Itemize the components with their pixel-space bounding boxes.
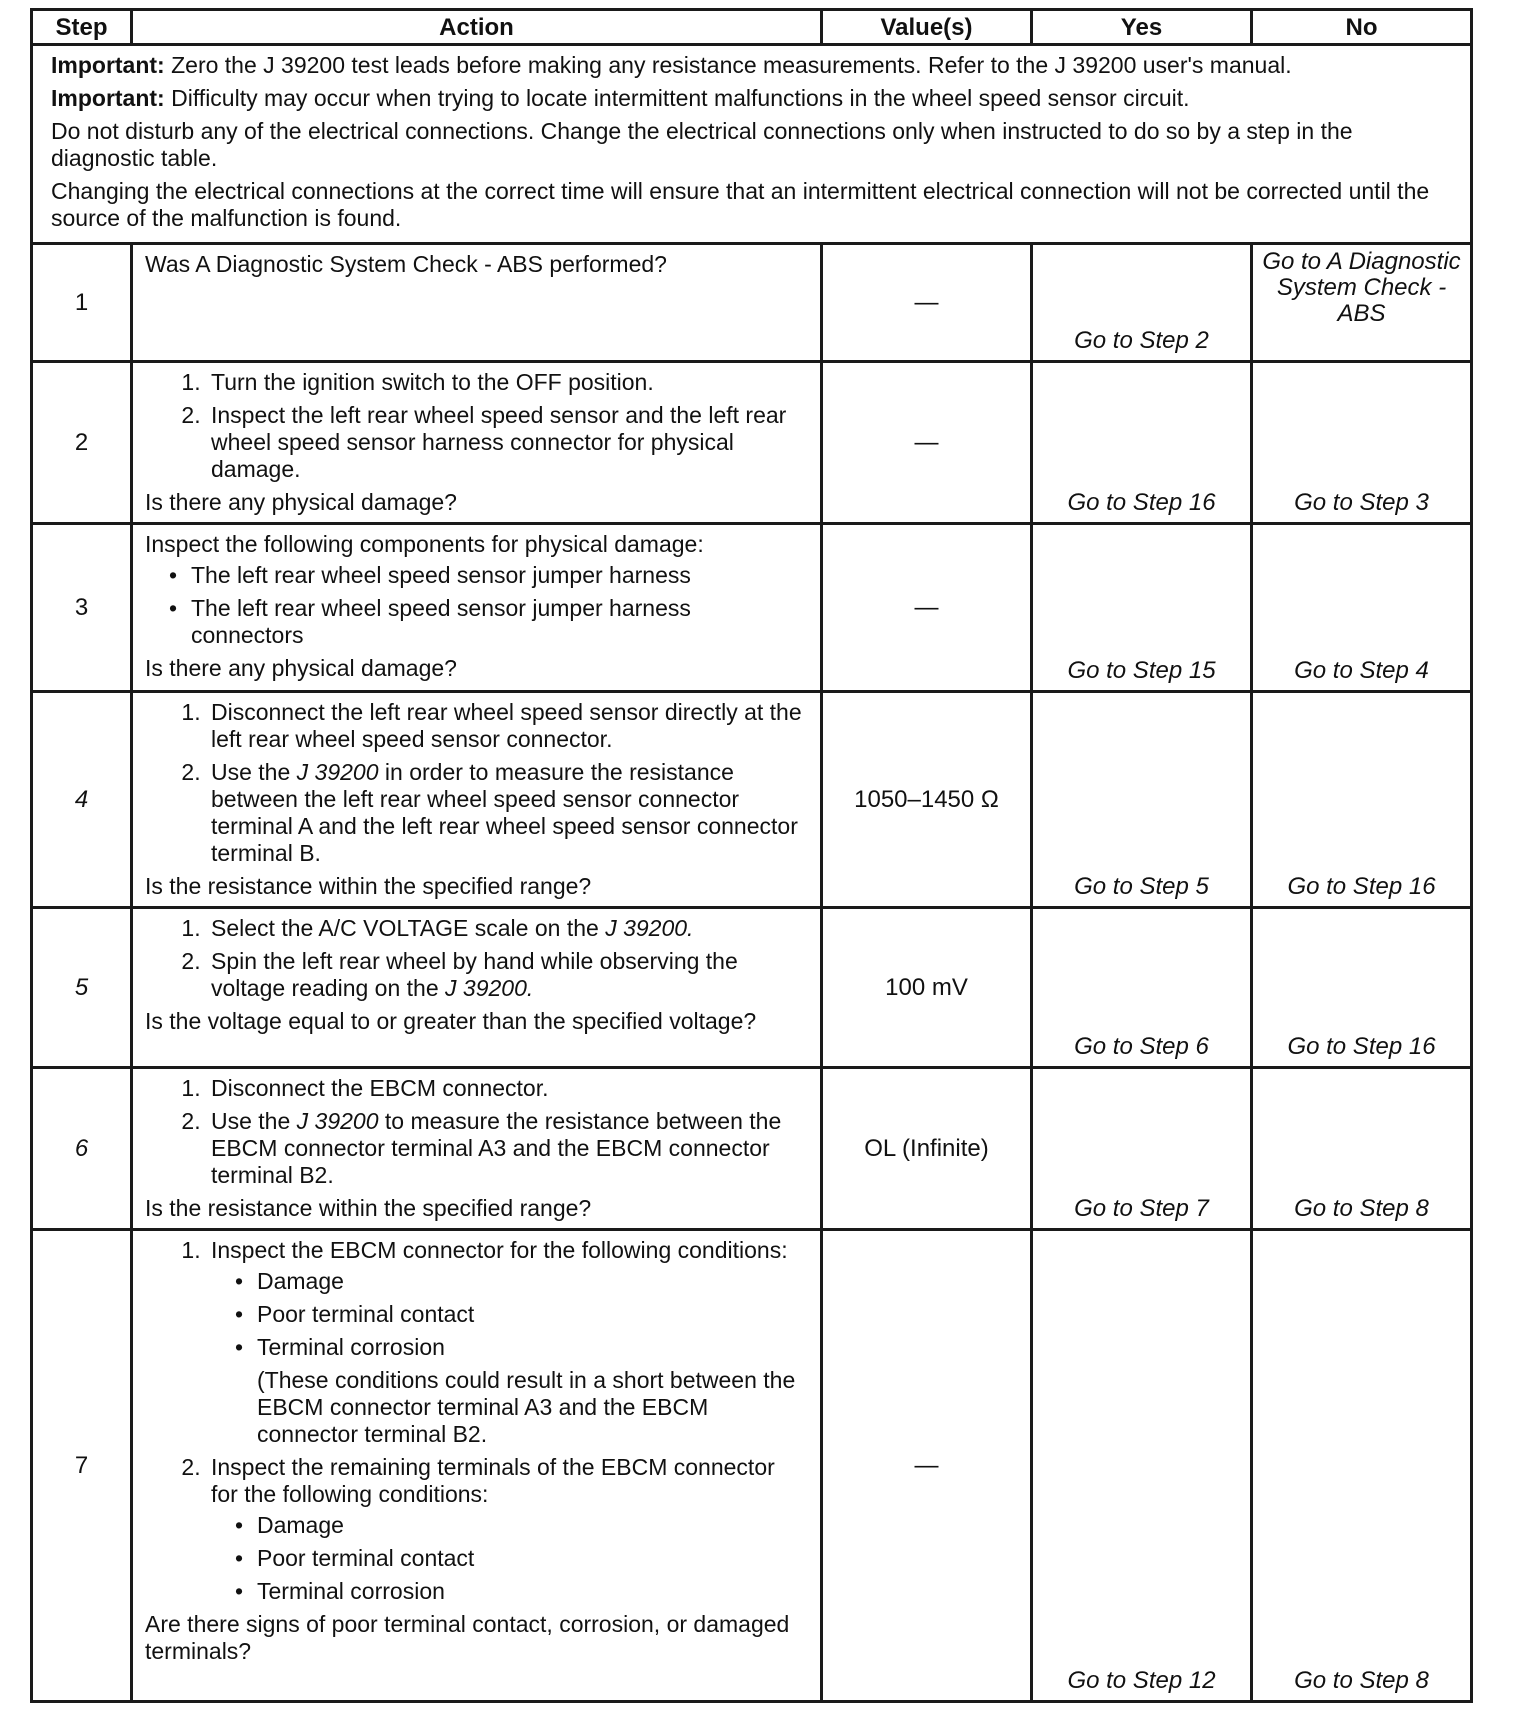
step-text: Inspect the EBCM connector for the following conditions: — [211, 1237, 788, 1263]
header-step: Step — [32, 10, 132, 45]
action-question: Is the voltage equal to or greater than the specified voltage? — [145, 1008, 757, 1034]
action-question: Is the resistance within the specified range? — [145, 873, 592, 899]
value-cell: OL (Infinite) — [822, 1068, 1032, 1230]
note-text: Difficulty may occur when trying to locate intermittent malfunctions in the wheel speed sensor circuit. — [164, 85, 1190, 111]
yes-cell: Go to Step 7 — [1032, 1068, 1252, 1230]
bullet-item: • Terminal corrosion — [257, 1334, 806, 1361]
no-cell: Go to A Diagnostic System Check - ABS — [1252, 244, 1472, 362]
value-cell: — — [822, 362, 1032, 524]
yes-cell: Go to Step 6 — [1032, 908, 1252, 1068]
table-row — [32, 692, 1472, 908]
no-cell: Go to Step 3 — [1252, 362, 1472, 524]
note-important-2 — [51, 85, 1454, 112]
bullet-item: • Damage — [257, 1512, 806, 1539]
no-cell: Go to Step 8 — [1252, 1068, 1472, 1230]
step-text: Inspect the remaining terminals of the EBCM connector for the following conditions: — [211, 1454, 775, 1507]
step-number: 2 — [32, 362, 132, 524]
yes-cell: Go to Step 5 — [1032, 692, 1252, 908]
table-row — [32, 524, 1472, 692]
note-label: Important: — [51, 52, 165, 78]
action-step-item: 2. Inspect the left rear wheel speed sensor and the left rear wheel speed sensor harness connector for physical damage. — [207, 402, 806, 483]
action-step-item — [207, 759, 806, 867]
step-text: in order to measure the resistance between the left rear wheel speed sensor connector terminal A and the left rear wheel speed sensor connector terminal B. — [211, 759, 798, 866]
action-step-item: 1. Turn the ignition switch to the OFF position. — [207, 369, 806, 396]
step-number: 1 — [32, 244, 132, 362]
tool-name: J 39200 — [296, 759, 379, 785]
note-important-1 — [51, 52, 1454, 79]
note-changing — [51, 178, 1454, 232]
step-number: 7 — [32, 1230, 132, 1702]
bullet-item: • Terminal corrosion — [257, 1578, 806, 1605]
action-step-item — [207, 948, 806, 1002]
step-text: Use the — [211, 1108, 297, 1134]
table-row — [32, 244, 1472, 362]
bullet-item: • Damage — [257, 1268, 806, 1295]
action-step-item — [207, 1237, 806, 1448]
action-cell — [132, 524, 822, 692]
yes-cell: Go to Step 16 — [1032, 362, 1252, 524]
note-text: Zero the J 39200 test leads before making any resistance measurements. Refer to the J 39200 user's manual. — [164, 52, 1292, 78]
header-values: Value(s) — [822, 10, 1032, 45]
action-steps — [145, 915, 806, 1002]
no-cell: Go to Step 4 — [1252, 524, 1472, 692]
value-cell: — — [822, 1230, 1032, 1702]
notes-row — [32, 45, 1472, 244]
bullet-list — [211, 1512, 806, 1605]
diagnostic-table — [30, 8, 1473, 1703]
action-question: Is the resistance within the specified range? — [145, 1195, 592, 1221]
no-cell: Go to Step 16 — [1252, 908, 1472, 1068]
action-steps — [145, 1237, 806, 1605]
value-cell: — — [822, 524, 1032, 692]
action-steps — [145, 369, 806, 483]
action-steps — [145, 1075, 806, 1189]
bullet-item: • The left rear wheel speed sensor jumper harness — [191, 562, 806, 589]
action-question: Was A Diagnostic System Check - ABS performed? — [145, 251, 667, 277]
step-number: 5 — [32, 908, 132, 1068]
table-row — [32, 908, 1472, 1068]
step-number: 6 — [32, 1068, 132, 1230]
action-step-item — [207, 915, 806, 942]
value-cell: 1050–1450 Ω — [822, 692, 1032, 908]
action-cell — [132, 692, 822, 908]
action-step-item — [207, 1108, 806, 1189]
header-row — [32, 10, 1472, 45]
step-text: Use the — [211, 759, 297, 785]
action-cell — [132, 908, 822, 1068]
bullet-item: • Poor terminal contact — [257, 1301, 806, 1328]
value-cell: — — [822, 244, 1032, 362]
yes-cell: Go to Step 12 — [1032, 1230, 1252, 1702]
step-text: Select the A/C VOLTAGE scale on the — [211, 915, 606, 941]
parenthetical-note: (These conditions could result in a short between the EBCM connector terminal A3 and the EBCM connector terminal B2. — [257, 1367, 796, 1447]
no-cell: Go to Step 16 — [1252, 692, 1472, 908]
step-text: to measure the resistance between the EBCM connector terminal A3 and the EBCM connector terminal B2. — [211, 1108, 782, 1188]
header-yes: Yes — [1032, 10, 1252, 45]
action-step-item — [207, 1454, 806, 1605]
tool-name: J 39200 — [296, 1108, 379, 1134]
table-row — [32, 1068, 1472, 1230]
tool-name: J 39200. — [445, 975, 534, 1001]
no-cell: Go to Step 8 — [1252, 1230, 1472, 1702]
table-row — [32, 1230, 1472, 1702]
action-step-item: 1. Disconnect the left rear wheel speed sensor directly at the left rear wheel speed sensor connector. — [207, 699, 806, 753]
header-action: Action — [132, 10, 822, 45]
step-text: Spin the left rear wheel by hand while observing the voltage reading on the — [211, 948, 738, 1001]
action-steps — [145, 699, 806, 867]
action-cell — [132, 1230, 822, 1702]
yes-cell: Go to Step 15 — [1032, 524, 1252, 692]
bullet-list — [211, 1268, 806, 1361]
step-number: 3 — [32, 524, 132, 692]
bullet-item: • The left rear wheel speed sensor jumper harness connectors — [191, 595, 806, 649]
yes-cell: Go to Step 2 — [1032, 244, 1252, 362]
note-text: Do not disturb any of the electrical connections. Change the electrical connections only when instructed to do so by a step in the diagnostic table. — [51, 118, 1353, 171]
note-text: Changing the electrical connections at the correct time will ensure that an intermittent electrical connection will not be corrected until the source of the malfunction is found. — [51, 178, 1430, 231]
note-disturb — [51, 118, 1454, 172]
action-cell — [132, 244, 822, 362]
action-question: Is there any physical damage? — [145, 489, 457, 515]
action-cell — [132, 362, 822, 524]
bullet-item: • Poor terminal contact — [257, 1545, 806, 1572]
note-label: Important: — [51, 85, 165, 111]
bullet-list — [145, 562, 806, 649]
header-no: No — [1252, 10, 1472, 45]
action-question: Is there any physical damage? — [145, 655, 457, 681]
table-row — [32, 362, 1472, 524]
value-cell: 100 mV — [822, 908, 1032, 1068]
step-number: 4 — [32, 692, 132, 908]
tool-name: J 39200. — [605, 915, 694, 941]
action-intro: Inspect the following components for physical damage: — [145, 531, 704, 557]
action-question: Are there signs of poor terminal contact, corrosion, or damaged terminals? — [145, 1611, 790, 1664]
action-step-item: 1. Disconnect the EBCM connector. — [207, 1075, 806, 1102]
notes-cell — [32, 45, 1472, 244]
action-cell — [132, 1068, 822, 1230]
